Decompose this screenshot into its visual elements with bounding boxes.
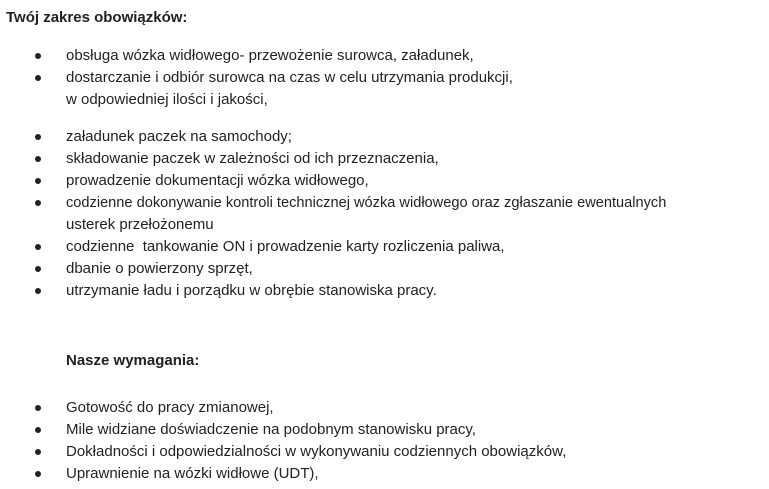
bullet-icon (35, 178, 41, 184)
bullet-icon (35, 200, 41, 206)
section-heading-requirements: Nasze wymagania: (66, 352, 200, 369)
list-item-text: składowanie paczek w zależności od ich przeznaczenia, (66, 150, 439, 167)
duties-list-2 (0, 126, 769, 302)
list-item-continuation: usterek przełożonemu (66, 216, 214, 233)
bullet-icon (35, 449, 41, 455)
list-item (0, 148, 769, 170)
list-item (0, 126, 769, 148)
bullet-icon (35, 53, 41, 59)
section-heading-duties: Twój zakres obowiązków: (6, 9, 188, 26)
list-item-text: codzienne tankowanie ON i prowadzenie karty rozliczenia paliwa, (66, 238, 505, 255)
duties-list-1 (0, 45, 769, 111)
list-item-text: codzienne dokonywanie kontroli technicznej wózka widłowego oraz zgłaszanie ewentualnych (66, 195, 667, 211)
bullet-icon (35, 471, 41, 477)
list-item (0, 280, 769, 302)
list-item-text: dostarczanie i odbiór surowca na czas w celu utrzymania produkcji, (66, 69, 513, 86)
list-item (0, 441, 769, 463)
list-item (0, 397, 769, 419)
list-item-text: prowadzenie dokumentacji wózka widłowego, (66, 172, 369, 189)
bullet-icon (35, 134, 41, 140)
bullet-icon (35, 75, 41, 81)
list-item-text: obsługa wózka widłowego- przewożenie surowca, załadunek, (66, 47, 474, 64)
list-item (0, 192, 769, 236)
list-item (0, 45, 769, 67)
list-item-text: dbanie o powierzony sprzęt, (66, 260, 253, 277)
list-item-text: Dokładności i odpowiedzialności w wykonywaniu codziennych obowiązków, (66, 443, 567, 460)
list-item (0, 67, 769, 111)
bullet-icon (35, 244, 41, 250)
list-item-text: Mile widziane doświadczenie na podobnym stanowisku pracy, (66, 421, 476, 438)
list-item (0, 419, 769, 441)
bullet-icon (35, 427, 41, 433)
list-item-continuation: w odpowiedniej ilości i jakości, (66, 91, 268, 108)
list-item-text: Uprawnienie na wózki widłowe (UDT), (66, 465, 319, 482)
bullet-icon (35, 288, 41, 294)
list-item (0, 463, 769, 485)
list-item (0, 258, 769, 280)
list-item-text: Gotowość do pracy zmianowej, (66, 399, 274, 416)
bullet-icon (35, 405, 41, 411)
list-item (0, 170, 769, 192)
list-item-text: załadunek paczek na samochody; (66, 128, 292, 145)
bullet-icon (35, 266, 41, 272)
requirements-list (0, 397, 769, 485)
list-item-text: utrzymanie ładu i porządku w obrębie stanowiska pracy. (66, 282, 437, 299)
list-item (0, 236, 769, 258)
bullet-icon (35, 156, 41, 162)
